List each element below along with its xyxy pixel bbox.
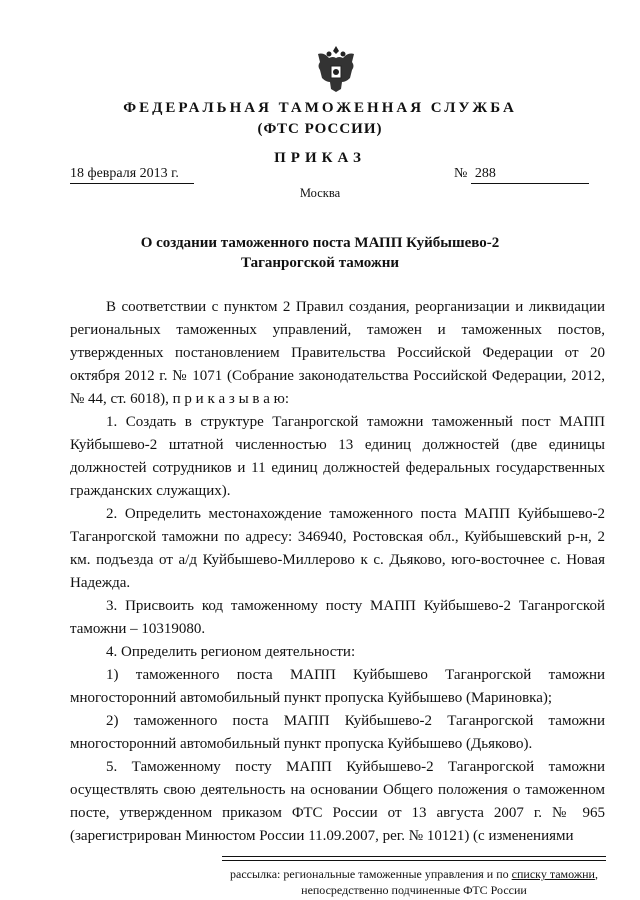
order-subject [0,233,640,273]
item-3: 3. Присвоить код таможенному посту МАПП Куйбышево-2 Таганрогской таможни – 10319080. [70,598,605,637]
footer-divider [222,860,606,861]
order-number-block [454,166,589,184]
item-4: 4. Определить регионом деятельности: [106,644,356,660]
order-number: 288 [471,166,589,184]
order-body [70,296,605,848]
city: Москва [299,186,341,200]
document-type: ПРИКАЗ [274,150,366,166]
item-1: 1. Создать в структуре Таганрогской таможни таможенный пост МАПП Куйбышево-2 штатной численностью 13 единиц должностей (две единицы должностей сотрудников и 11 единиц должностей федеральных государственных гражданских служащих). [70,414,605,499]
number-label: № [454,166,468,181]
distribution-note [222,866,606,898]
organization-name: ФЕДЕРАЛЬНАЯ ТАМОЖЕННАЯ СЛУЖБА [123,100,517,116]
item-5: 5. Таможенному посту МАПП Куйбышево-2 Таганрогской таможни осуществлять свою деятельность на основании Общего положения о таможенном посте, утвержденном приказом ФТС России от 13 августа 2007 г. № 965 (зарегистрирован Минюстом России 11.09.2007, рег. № 10121) (с изменениями [70,759,605,844]
subject-line-2: Таганрогской таможни [240,255,400,271]
order-date: 18 февраля 2013 г. [70,166,194,184]
item-2: 2. Определить местонахождение таможенного поста МАПП Куйбышево-2 Таганрогской таможни по адресу: 346940, Ростовская обл., Куйбышевский р-н, 2 км. подъезда от а/д Куйбышево-Миллерово к с. Дьяково, юго-восточнее с. Новая Надежда. [70,506,605,591]
footer-divider [222,856,606,857]
coat-of-arms-icon [312,42,360,96]
distribution-comma: , [594,867,598,881]
organization-abbreviation: (ФТС РОССИИ) [257,121,383,137]
item-4-2: 2) таможенного поста МАПП Куйбышево-2 Таганрогской таможни многосторонний автомобильный пункт пропуска Куйбышево (Дьяково). [70,713,605,752]
item-4-1: 1) таможенного поста МАПП Куйбышево Таганрогской таможни многосторонний автомобильный пункт пропуска Куйбышево (Мариновка); [70,667,605,706]
distribution-link-text: списку таможни [511,867,595,881]
intro-paragraph: В соответствии с пунктом 2 Правил создания, реорганизации и ликвидации региональных таможенных управлений, таможен и таможенных постов, утвержденных постановлением Правительства Российской Федерации от 20 октября 2012 г. № 1071 (Собрание законодательства Российской Федерации, 2012, № 44, ст. 6018), п р и к а з ы в а ю: [70,299,605,407]
distribution-text: рассылка: региональные таможенные управления и по [230,867,512,881]
subject-line-1: О создании таможенного поста МАПП Куйбышево-2 [140,235,500,251]
distribution-line-2: непосредственно подчиненные ФТС России [301,883,527,897]
